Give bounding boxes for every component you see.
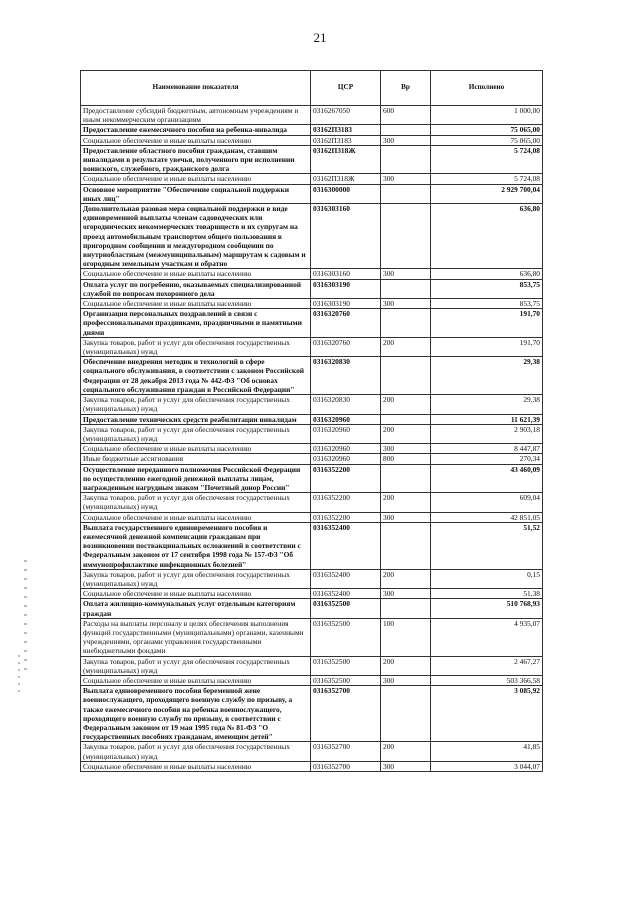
cell-vr xyxy=(381,686,431,742)
table-row xyxy=(81,299,543,309)
table-row xyxy=(81,569,543,588)
cell-csr: 0316300000 xyxy=(311,184,381,203)
cell-amount: 191,70 xyxy=(431,309,543,338)
table-row xyxy=(81,279,543,298)
cell-vr xyxy=(381,522,431,569)
table-row xyxy=(81,464,543,493)
cell-amount: 636,80 xyxy=(431,204,543,269)
cell-name: Закупка товаров, работ и услуг для обеспечения государственных (муниципальных) нужд xyxy=(81,337,311,356)
cell-amount: 636,80 xyxy=(431,269,543,279)
cell-csr: 0316303190 xyxy=(311,299,381,309)
cell-vr: 300 xyxy=(381,269,431,279)
cell-csr: 0316320830 xyxy=(311,357,381,395)
cell-amount: 510 768,93 xyxy=(431,599,543,618)
cell-name: Закупка товаров, работ и услуг для обеспечения государственных (муниципальных) нужд xyxy=(81,569,311,588)
cell-name: Обеспечение внедрения методик и технологий в сфере социального обслуживания, в соответствии с законом Российской Федерации от 28 декабря 2013 года № 442-ФЗ "Об основах социального обслуживания граждан в Российской Федерации" xyxy=(81,357,311,395)
cell-amount: 42 851,05 xyxy=(431,512,543,522)
cell-vr xyxy=(381,279,431,298)
cell-csr: 03162П318Ж xyxy=(311,174,381,184)
cell-csr: 0316352400 xyxy=(311,569,381,588)
cell-amount: 3 044,07 xyxy=(431,761,543,771)
table-row xyxy=(81,656,543,675)
cell-csr: 0316267050 xyxy=(311,106,381,125)
cell-vr: 200 xyxy=(381,656,431,675)
cell-vr: 300 xyxy=(381,761,431,771)
table-row xyxy=(81,337,543,356)
cell-amount: 75 065,00 xyxy=(431,135,543,145)
cell-name: Закупка товаров, работ и услуг для обеспечения государственных (муниципальных) нужд xyxy=(81,493,311,512)
cell-amount: 8 447,87 xyxy=(431,444,543,454)
table-row xyxy=(81,395,543,414)
table-row xyxy=(81,309,543,338)
cell-name: Организация персональных поздравлений в связи с профессиональными праздниками, праздничными и памятными днями xyxy=(81,309,311,338)
cell-vr xyxy=(381,125,431,135)
table-row xyxy=(81,589,543,599)
cell-name: Социальное обеспечение и иные выплаты населению xyxy=(81,761,311,771)
cell-name: Социальное обеспечение и иные выплаты населению xyxy=(81,135,311,145)
cell-csr: 0316320760 xyxy=(311,337,381,356)
cell-name: Предоставление областного пособия гражданам, ставшим инвалидами в результате увечья, полученного при исполнении воинского, служебного, гражданского долга xyxy=(81,145,311,174)
table-row xyxy=(81,174,543,184)
table-row xyxy=(81,493,543,512)
table-row xyxy=(81,742,543,761)
cell-amount: 503 366,58 xyxy=(431,675,543,685)
table-row xyxy=(81,454,543,464)
cell-amount: 270,34 xyxy=(431,454,543,464)
cell-csr: 0316352500 xyxy=(311,618,381,656)
cell-name: Расходы на выплаты персоналу в целях обеспечения выполнения функций государственными (муниципальными) органами, казенными учреждениями, органами управления государственными внебюджетными фондами xyxy=(81,618,311,656)
cell-amount: 191,70 xyxy=(431,337,543,356)
cell-vr xyxy=(381,145,431,174)
table-row xyxy=(81,357,543,395)
table-row xyxy=(81,522,543,569)
cell-csr: 0316352400 xyxy=(311,589,381,599)
cell-name: Социальное обеспечение и иные выплаты населению xyxy=(81,589,311,599)
header-name: Наименование показателя xyxy=(81,71,311,106)
cell-name: Социальное обеспечение и иные выплаты населению xyxy=(81,444,311,454)
header-amount: Исполнено xyxy=(431,71,543,106)
cell-vr: 800 xyxy=(381,454,431,464)
cell-csr: 0316320960 xyxy=(311,444,381,454)
cell-name: Предоставление субсидий бюджетным, автономным учреждениям и иным некоммерческим организациям xyxy=(81,106,311,125)
cell-csr: 0316352700 xyxy=(311,742,381,761)
table-row xyxy=(81,145,543,174)
cell-csr: 0316303160 xyxy=(311,269,381,279)
cell-csr: 0316303190 xyxy=(311,279,381,298)
table-row xyxy=(81,204,543,269)
header-csr: ЦСР xyxy=(311,71,381,106)
table-row xyxy=(81,106,543,125)
cell-name: Закупка товаров, работ и услуг для обеспечения государственных (муниципальных) нужд xyxy=(81,424,311,443)
cell-csr: 0316320960 xyxy=(311,414,381,424)
cell-name: Социальное обеспечение и иные выплаты населению xyxy=(81,269,311,279)
table-row xyxy=(81,135,543,145)
page-number: 21 xyxy=(313,30,327,45)
cell-vr: 200 xyxy=(381,395,431,414)
cell-csr: 0316352200 xyxy=(311,493,381,512)
cell-csr: 0316352200 xyxy=(311,512,381,522)
cell-vr: 200 xyxy=(381,493,431,512)
cell-amount: 51,52 xyxy=(431,522,543,569)
cell-amount: 11 621,39 xyxy=(431,414,543,424)
cell-name: Социальное обеспечение и иные выплаты населению xyxy=(81,174,311,184)
cell-vr xyxy=(381,184,431,203)
cell-amount: 43 460,09 xyxy=(431,464,543,493)
cell-csr: 0316352400 xyxy=(311,522,381,569)
cell-vr: 300 xyxy=(381,589,431,599)
cell-vr: 300 xyxy=(381,174,431,184)
cell-csr: 0316352500 xyxy=(311,656,381,675)
cell-csr: 03162П3183 xyxy=(311,125,381,135)
cell-amount: 1 000,00 xyxy=(431,106,543,125)
cell-name: Выплата государственного единовременного пособия и ежемесячной денежной компенсации гражданам при возникновении поствакцинальных осложнений в соответствии с Федеральным законом от 17 сентября 1998 года № 157-ФЗ "Об иммунопрофилактике инфекционных болезней" xyxy=(81,522,311,569)
cell-vr xyxy=(381,357,431,395)
cell-vr: 200 xyxy=(381,569,431,588)
cell-amount: 853,75 xyxy=(431,279,543,298)
cell-vr: 300 xyxy=(381,135,431,145)
cell-csr: 03162П3183 xyxy=(311,135,381,145)
scan-artifact xyxy=(24,560,27,670)
cell-vr: 300 xyxy=(381,444,431,454)
cell-csr: 0316352500 xyxy=(311,675,381,685)
cell-vr: 600 xyxy=(381,106,431,125)
cell-name: Предоставление ежемесячного пособия на ребенка-инвалида xyxy=(81,125,311,135)
cell-amount: 29,38 xyxy=(431,395,543,414)
cell-csr: 03162П318Ж xyxy=(311,145,381,174)
cell-csr: 0316320830 xyxy=(311,395,381,414)
cell-name: Закупка товаров, работ и услуг для обеспечения государственных (муниципальных) нужд xyxy=(81,395,311,414)
cell-name: Закупка товаров, работ и услуг для обеспечения государственных (муниципальных) нужд xyxy=(81,656,311,675)
cell-name: Предоставление технических средств реабилитации инвалидам xyxy=(81,414,311,424)
cell-amount: 2 467,27 xyxy=(431,656,543,675)
cell-name: Оплата жилищно-коммунальных услуг отдельным категориям граждан xyxy=(81,599,311,618)
cell-csr: 0316320960 xyxy=(311,424,381,443)
table-row xyxy=(81,599,543,618)
cell-vr xyxy=(381,309,431,338)
cell-vr: 100 xyxy=(381,618,431,656)
cell-amount: 853,75 xyxy=(431,299,543,309)
table-row xyxy=(81,444,543,454)
cell-amount: 51,38 xyxy=(431,589,543,599)
cell-vr xyxy=(381,204,431,269)
scan-artifact xyxy=(18,655,20,695)
cell-csr: 0316352700 xyxy=(311,686,381,742)
cell-vr xyxy=(381,414,431,424)
cell-csr: 0316352200 xyxy=(311,464,381,493)
cell-name: Дополнительная разовая мера социальной поддержки в виде единовременной выплаты членам садоводческих или огороднических некоммерческих товариществ и их супругам на проезд автомобильным транспортом общего пользования в пригородном сообщении и междугородном сообщении по внутриобластным (межмуниципальным) маршрутам к садовым и огородным земельным участкам и обратно xyxy=(81,204,311,269)
cell-name: Социальное обеспечение и иные выплаты населению xyxy=(81,299,311,309)
table-row xyxy=(81,675,543,685)
cell-name: Осуществление переданного полномочия Российской Федерации по осуществлению ежегодной денежной выплаты лицам, награжденным нагрудным знаком "Почетный донор России" xyxy=(81,464,311,493)
cell-name: Иные бюджетные ассигнования xyxy=(81,454,311,464)
cell-vr xyxy=(381,599,431,618)
cell-vr: 300 xyxy=(381,512,431,522)
cell-csr: 0316320960 xyxy=(311,454,381,464)
cell-vr: 200 xyxy=(381,337,431,356)
cell-amount: 2 903,18 xyxy=(431,424,543,443)
cell-vr: 200 xyxy=(381,424,431,443)
table-row xyxy=(81,618,543,656)
table-row xyxy=(81,761,543,771)
table-header-row xyxy=(81,71,543,106)
cell-name: Оплата услуг по погребению, оказываемых специализированной службой по вопросам похоронного дела xyxy=(81,279,311,298)
cell-amount: 0,15 xyxy=(431,569,543,588)
budget-execution-table xyxy=(80,70,543,772)
cell-name: Выплата единовременного пособия беременной жене военнослужащего, проходящего военную службу по призыву, а также ежемесячного пособия на ребенка военнослужащего, проходящего военную службу по призыву, в соответствии с Федеральным законом от 19 мая 1995 года № 81-ФЗ "О государственных пособиях гражданам, имеющим детей" xyxy=(81,686,311,742)
cell-csr: 0316352500 xyxy=(311,599,381,618)
cell-amount: 29,38 xyxy=(431,357,543,395)
table-row xyxy=(81,424,543,443)
cell-amount: 5 724,08 xyxy=(431,174,543,184)
cell-csr: 0316303160 xyxy=(311,204,381,269)
table-row xyxy=(81,512,543,522)
cell-amount: 41,85 xyxy=(431,742,543,761)
cell-csr: 0316320760 xyxy=(311,309,381,338)
cell-vr: 200 xyxy=(381,742,431,761)
table-body xyxy=(81,106,543,772)
cell-amount: 2 929 700,04 xyxy=(431,184,543,203)
cell-amount: 4 935,07 xyxy=(431,618,543,656)
cell-vr xyxy=(381,464,431,493)
cell-name: Закупка товаров, работ и услуг для обеспечения государственных (муниципальных) нужд xyxy=(81,742,311,761)
cell-amount: 5 724,08 xyxy=(431,145,543,174)
cell-name: Социальное обеспечение и иные выплаты населению xyxy=(81,512,311,522)
cell-csr: 0316352700 xyxy=(311,761,381,771)
cell-amount: 609,04 xyxy=(431,493,543,512)
table-row xyxy=(81,125,543,135)
cell-amount: 75 065,00 xyxy=(431,125,543,135)
cell-vr: 300 xyxy=(381,299,431,309)
header-vr: Вр xyxy=(381,71,431,106)
cell-name: Основное мероприятие "Обеспечение социальной поддержки иных лиц" xyxy=(81,184,311,203)
cell-name: Социальное обеспечение и иные выплаты населению xyxy=(81,675,311,685)
table-row xyxy=(81,686,543,742)
cell-vr: 300 xyxy=(381,675,431,685)
table-row xyxy=(81,184,543,203)
table-row xyxy=(81,269,543,279)
cell-amount: 3 085,92 xyxy=(431,686,543,742)
table-row xyxy=(81,414,543,424)
